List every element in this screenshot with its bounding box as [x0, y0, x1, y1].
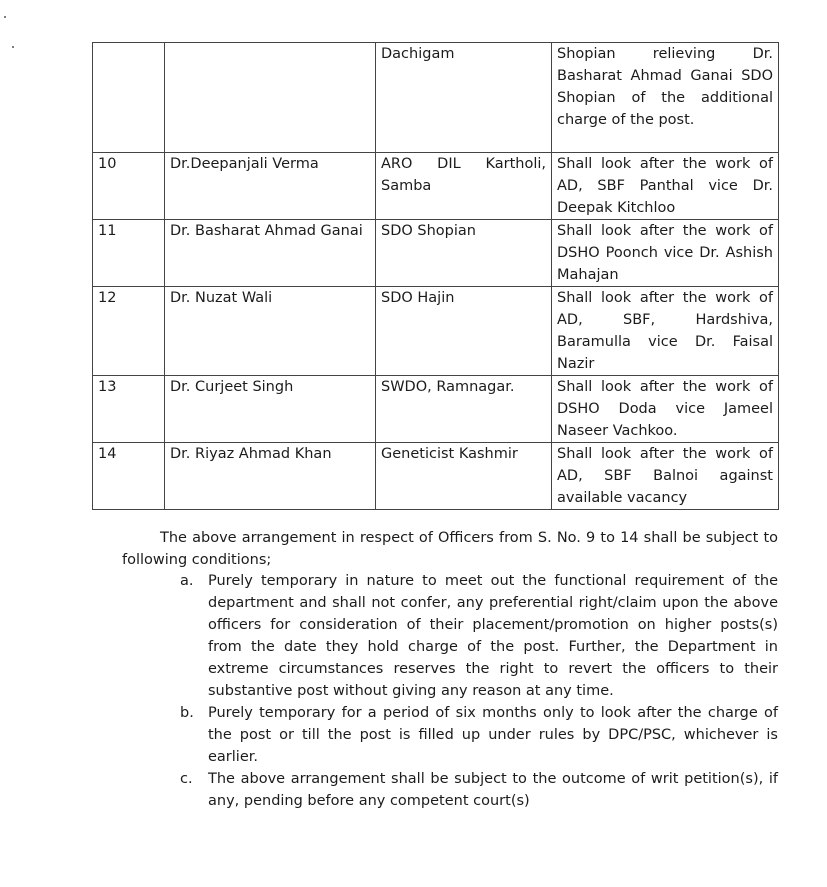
- posting-cell: SDO Hajin: [376, 287, 552, 376]
- remarks-cell: Shall look after the work of AD, SBF, Hardshiva, Baramulla vice Dr. Faisal Nazir: [552, 287, 779, 376]
- posting-cell: SWDO, Ramnagar.: [376, 376, 552, 443]
- conditions-intro: The above arrangement in respect of Officers from S. No. 9 to 14 shall be subject to following conditions;: [122, 530, 778, 568]
- condition-item: [180, 702, 778, 768]
- table-row: [93, 220, 779, 287]
- table-row: [93, 287, 779, 376]
- posting-cell: Dachigam: [376, 43, 552, 153]
- table-row: [93, 376, 779, 443]
- officer-name-cell: Dr. Riyaz Ahmad Khan: [165, 443, 376, 510]
- posting-cell: ARO DIL Kartholi, Samba: [376, 153, 552, 220]
- condition-text: Purely temporary for a period of six months only to look after the charge of the post or till the post is filled up under rules by DPC/PSC, whichever is earlier.: [208, 705, 778, 765]
- table-row: [93, 153, 779, 220]
- serial-number-cell: [93, 43, 165, 153]
- table-row: [93, 43, 779, 153]
- table-row: [93, 443, 779, 510]
- officer-name-cell: [165, 43, 376, 153]
- condition-marker: b.: [180, 705, 194, 721]
- remarks-cell: Shall look after the work of AD, SBF Balnoi against available vacancy: [552, 443, 779, 510]
- scan-speck: [4, 16, 6, 18]
- serial-number-cell: 10: [93, 153, 165, 220]
- remarks-cell: Shall look after the work of AD, SBF Panthal vice Dr. Deepak Kitchloo: [552, 153, 779, 220]
- remarks-cell: Shall look after the work of DSHO Poonch vice Dr. Ashish Mahajan: [552, 220, 779, 287]
- posting-cell: SDO Shopian: [376, 220, 552, 287]
- officer-name-cell: Dr. Curjeet Singh: [165, 376, 376, 443]
- officer-name-cell: Dr. Nuzat Wali: [165, 287, 376, 376]
- serial-number-cell: 11: [93, 220, 165, 287]
- remarks-cell: Shall look after the work of DSHO Doda vice Jameel Naseer Vachkoo.: [552, 376, 779, 443]
- condition-text: Purely temporary in nature to meet out the functional requirement of the department and shall not confer, any preferential right/claim upon the above officers for consideration of their placement/promotion on higher posts(s) from the date they hold charge of the post. Further, the Department in extreme circumstances reserves the right to revert the officers to their substantive post without giving any reason at any time.: [208, 573, 778, 699]
- condition-item: [180, 768, 778, 812]
- condition-item: [180, 570, 778, 702]
- conditions-list: [180, 570, 778, 812]
- remarks-cell: Shopian relieving Dr. Basharat Ahmad Ganai SDO Shopian of the additional charge of the post.: [552, 43, 779, 153]
- scan-speck: [12, 46, 14, 48]
- officer-name-cell: Dr.Deepanjali Verma: [165, 153, 376, 220]
- officer-name-cell: Dr. Basharat Ahmad Ganai: [165, 220, 376, 287]
- serial-number-cell: 14: [93, 443, 165, 510]
- serial-number-cell: 13: [93, 376, 165, 443]
- serial-number-cell: 12: [93, 287, 165, 376]
- condition-text: The above arrangement shall be subject to the outcome of writ petition(s), if any, pending before any competent court(s): [208, 771, 778, 809]
- posting-cell: Geneticist Kashmir: [376, 443, 552, 510]
- officers-table: [92, 42, 779, 510]
- condition-marker: c.: [180, 771, 193, 787]
- condition-marker: a.: [180, 573, 194, 589]
